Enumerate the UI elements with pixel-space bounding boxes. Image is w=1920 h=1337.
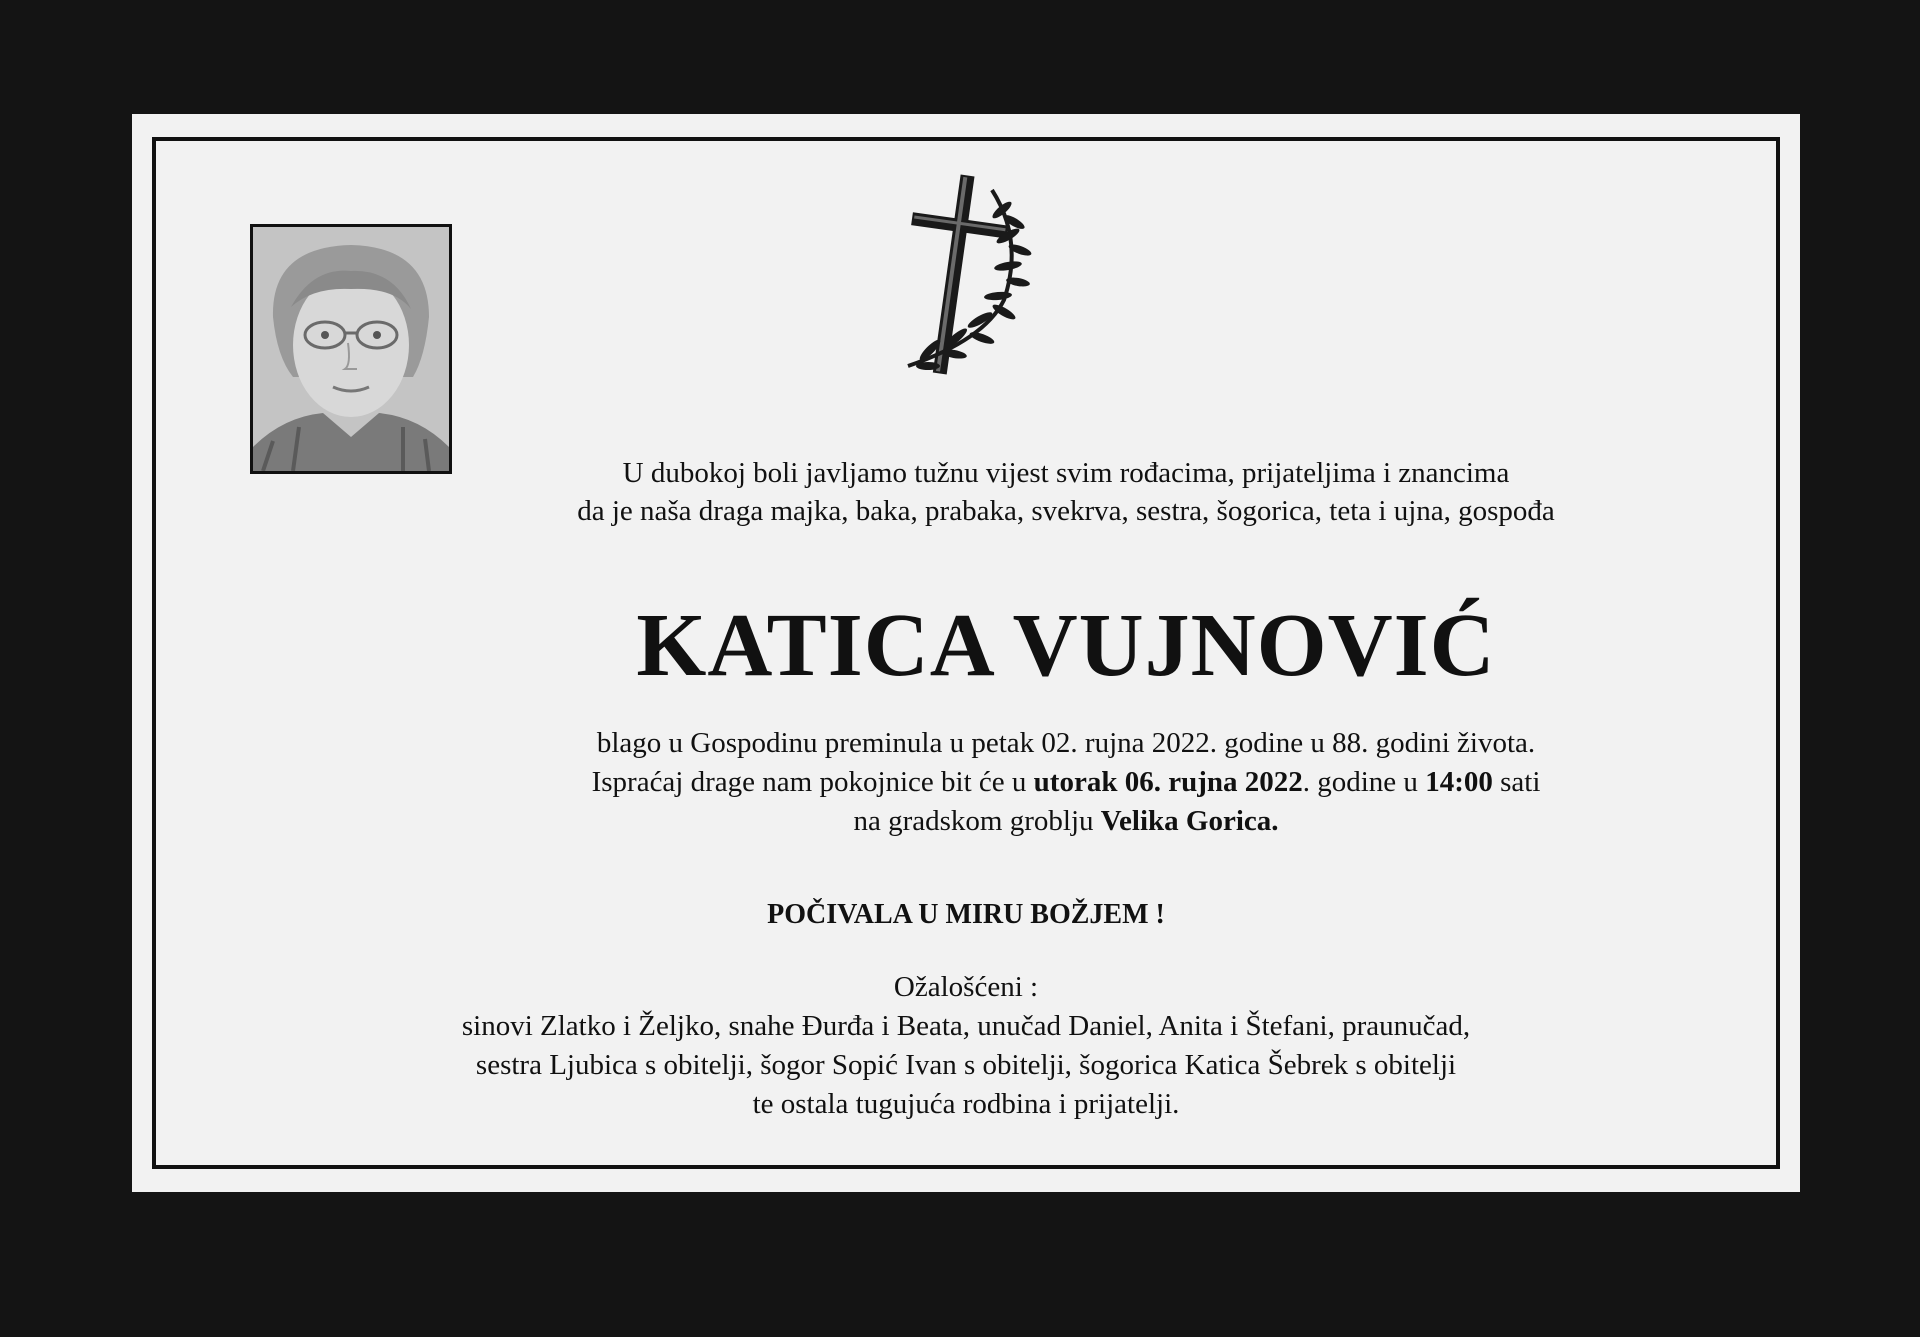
funeral-time: 14:00	[1425, 766, 1493, 798]
cross-with-palm-branch-icon	[884, 170, 1044, 390]
deceased-name: KATICA VUJNOVIĆ	[636, 596, 1496, 695]
details-line-2-text-e: sati	[1492, 766, 1541, 798]
rest-in-peace-line: POČIVALA U MIRU BOŽJEM !	[767, 899, 1165, 930]
details-line-2	[332, 763, 1800, 802]
details-paragraph	[332, 724, 1800, 841]
funeral-date: utorak 06. rujna 2022	[1033, 766, 1303, 798]
intro-line-1: U dubokoj boli javljamo tužnu vijest svim rođacima, prijateljima i znancima	[622, 457, 1510, 489]
mourners-paragraph	[132, 968, 1800, 1124]
obituary-card	[132, 114, 1800, 1192]
details-line-2-text-a: Ispraćaj drage nam pokojnice bit će u	[591, 766, 1034, 798]
portrait-photo	[250, 224, 452, 474]
mourners-line-2: sestra Ljubica s obitelji, šogor Sopić Ivan s obitelji, šogorica Katica Šebrek s obitelji	[475, 1049, 1457, 1081]
cemetery-name: Velika Gorica.	[1100, 805, 1279, 837]
mourners-heading: Ožalošćeni :	[893, 971, 1039, 1003]
details-line-1: blago u Gospodinu preminula u petak 02. rujna 2022. godine u 88. godini života.	[596, 727, 1536, 759]
details-line-3-text-a: na gradskom groblju	[853, 805, 1101, 837]
details-line-2-text-c: . godine u	[1302, 766, 1426, 798]
mourners-line-1: sinovi Zlatko i Željko, snahe Đurđa i Beata, unučad Daniel, Anita i Štefani, praunučad,	[461, 1010, 1471, 1042]
details-line-3	[332, 802, 1800, 841]
intro-line-2: da je naša draga majka, baka, prabaka, svekrva, sestra, šogorica, teta i ujna, gospođa	[577, 495, 1555, 527]
mourners-line-3: te ostala tugujuća rodbina i prijatelji.	[752, 1088, 1180, 1120]
intro-paragraph	[332, 454, 1800, 530]
